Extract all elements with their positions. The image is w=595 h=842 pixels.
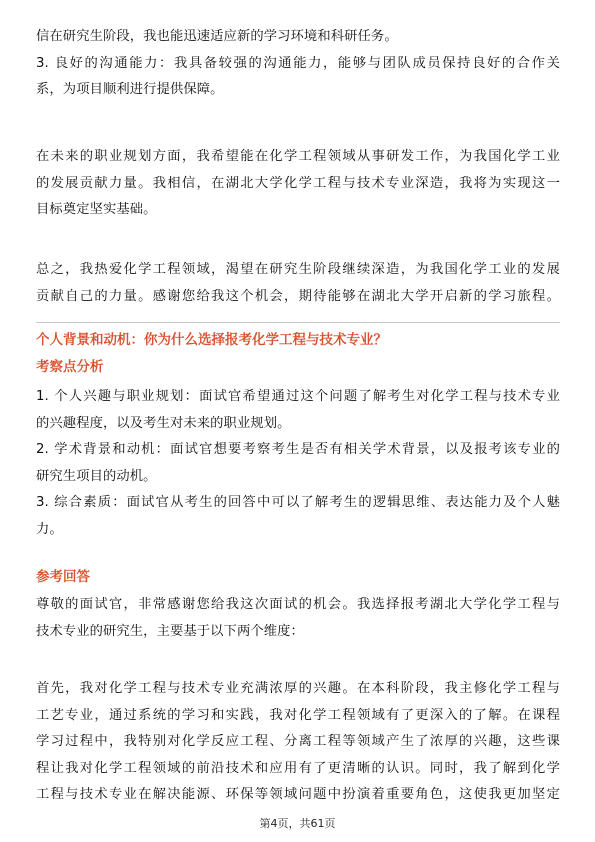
text-line: 程让我对化学工程领域的前沿技术和应用有了更清晰的认识。同时，我了解到化学 (36, 760, 560, 776)
top-paragraph (36, 24, 560, 104)
summary-paragraph (36, 257, 560, 310)
text-line: 工艺专业，通过系统的学习和实践，我对化学工程领域有了更深入的了解。在课程 (36, 707, 560, 723)
text-line: 系，为项目顺利进行提供保障。 (36, 82, 224, 97)
list-item: 2. 学术背景和动机：面试官想要考察考生是否有相关学术背景，以及报考该专业的 (36, 442, 560, 457)
answer-body (36, 676, 560, 809)
answer-intro (36, 592, 560, 645)
text-line: 总之，我热爱化学工程领域，渴望在研究生阶段继续深造，为我国化学工业的发展 (36, 262, 560, 277)
text-line: 技术专业的研究生，主要基于以下两个维度： (36, 623, 304, 639)
text-line: 贡献自己的力量。感谢您给我这个机会，期待能够在湖北大学开启新的学习旅程。 (36, 288, 560, 304)
text-line: 工程与技术专业在解决能源、环保等领域问题中扮演着重要角色，这使我更加坚定 (36, 787, 560, 802)
list-item: 的兴趣程度，以及考生对未来的职业规划。 (36, 415, 291, 431)
text-line: 3. 良好的沟通能力：我具备较强的沟通能力，能够与团队成员保持良好的合作关 (36, 55, 560, 71)
list-item: 研究生项目的动机。 (36, 468, 157, 484)
text-line: 学习过程中，我特别对化学反应工程、分离工程等领域产生了浓厚的兴趣，这些课 (36, 734, 560, 749)
list-item: 力。 (36, 521, 63, 537)
question-title: 个人背景和动机：你为什么选择报考化学工程与技术专业？ (36, 332, 387, 348)
list-item: 3. 综合素质：面试官从考生的回答中可以了解考生的逻辑思维、表达能力及个人魅 (36, 495, 560, 510)
answer-heading: 参考回答 (36, 569, 90, 585)
text-line: 在未来的职业规划方面，我希望能在化学工程领域从事研发工作，为我国化学工业 (36, 149, 560, 164)
text-line: 尊敬的面试官，非常感谢您给我这次面试的机会。我选择报考湖北大学化学工程与 (36, 597, 560, 612)
analysis-heading: 考察点分析 (36, 359, 104, 375)
section-divider (36, 322, 560, 323)
list-item: 1. 个人兴趣与职业规划：面试官希望通过这个问题了解考生对化学工程与技术专业 (36, 389, 560, 404)
page-number: 第4页，共61页 (259, 817, 336, 830)
text-line: 目标奠定坚实基础。 (36, 202, 157, 217)
text-line: 首先，我对化学工程与技术专业充满浓厚的兴趣。在本科阶段，我主修化学工程与 (36, 681, 560, 696)
career-paragraph (36, 144, 560, 224)
text-line: 的发展贡献力量。我相信，在湖北大学化学工程与技术专业深造，我将为实现这一 (36, 175, 560, 191)
text-line: 信在研究生阶段，我也能迅速适应新的学习环境和科研任务。 (36, 29, 398, 44)
analysis-list (36, 384, 560, 543)
